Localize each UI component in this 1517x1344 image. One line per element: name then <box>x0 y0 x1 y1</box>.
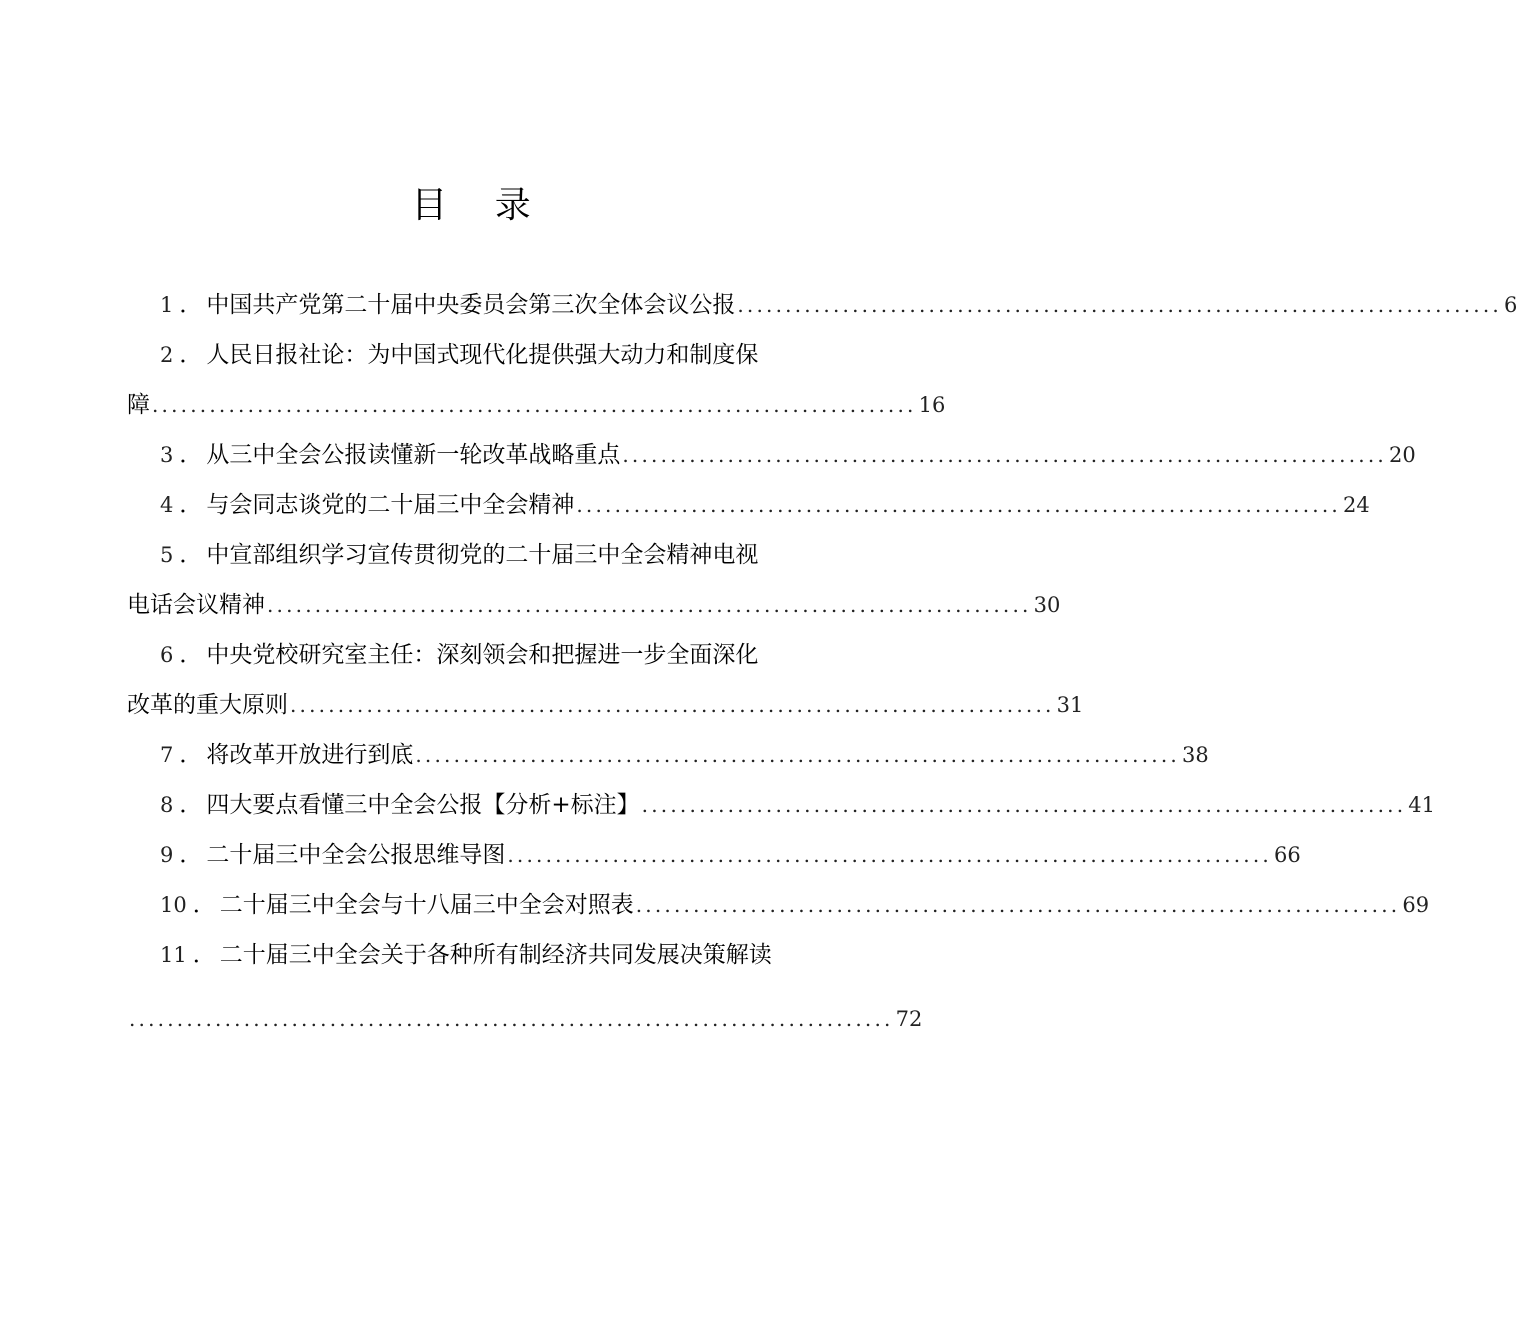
entry-page-number: 72 <box>895 1007 923 1031</box>
entry-separator: ． <box>179 792 203 818</box>
toc-entry-3[interactable] <box>127 430 1416 480</box>
entry-page-number: 24 <box>1342 493 1370 517</box>
entry-title-continued: 电话会议精神 <box>127 592 265 618</box>
toc-entry-9[interactable] <box>127 830 1301 880</box>
entry-page-number: 38 <box>1181 743 1209 767</box>
dot-leader: ................................................................................ <box>507 843 1272 867</box>
entry-number: 9 <box>160 843 174 867</box>
entry-number: 11 <box>160 943 187 967</box>
entry-separator: ． <box>179 292 203 318</box>
entry-page-number: 66 <box>1273 843 1301 867</box>
toc-entry-11[interactable] <box>127 930 923 1044</box>
toc-entry-2[interactable] <box>127 330 946 430</box>
entry-separator: ． <box>179 492 203 518</box>
entry-page-number: 31 <box>1056 693 1084 717</box>
entry-title: 中国共产党第二十届中央委员会第三次全体会议公报 <box>206 292 736 318</box>
entry-title: 二十届三中全会公报思维导图 <box>206 842 506 868</box>
entry-separator: ． <box>179 842 203 868</box>
entry-page-number: 41 <box>1408 793 1435 817</box>
toc-entry-7[interactable] <box>127 730 1209 780</box>
entry-separator: ． <box>192 892 216 918</box>
entry-number: 1 <box>160 293 174 317</box>
entry-title: 二十届三中全会关于各种所有制经济共同发展决策解读 <box>219 942 772 968</box>
entry-title: 二十届三中全会与十八届三中全会对照表 <box>219 892 634 918</box>
entry-page-number: 20 <box>1388 443 1416 467</box>
dot-leader: ................................................................................ <box>267 593 1032 617</box>
entry-separator: ． <box>179 642 203 668</box>
dot-leader: ................................................................................ <box>576 493 1341 517</box>
toc-entry-10[interactable] <box>127 880 1430 930</box>
entry-title-continued: 改革的重大原则 <box>127 692 288 718</box>
entry-title: 人民日报社论：为中国式现代化提供强大动力和制度保 <box>206 342 759 368</box>
dot-leader: ................................................................................ <box>290 693 1055 717</box>
entry-number: 6 <box>160 643 174 667</box>
entry-number: 5 <box>160 543 174 567</box>
entry-number: 7 <box>160 743 174 767</box>
entry-title: 四大要点看懂三中全会公报【分析+标注】 <box>206 792 640 818</box>
dot-leader: ................................................................................ <box>415 743 1180 767</box>
entry-title: 将改革开放进行到底 <box>206 742 414 768</box>
table-of-contents <box>127 280 1517 1044</box>
entry-title-continued: 障 <box>127 392 150 418</box>
dot-leader: ................................................................................ <box>129 1007 894 1031</box>
toc-entry-4[interactable] <box>127 480 1370 530</box>
entry-title: 中央党校研究室主任：深刻领会和把握进一步全面深化 <box>206 642 759 668</box>
entry-title: 中宣部组织学习宣传贯彻党的二十届三中全会精神电视 <box>206 542 759 568</box>
entry-page-number: 69 <box>1402 893 1430 917</box>
dot-leader: ................................................................................ <box>737 293 1502 317</box>
entry-page-number: 30 <box>1033 593 1061 617</box>
entry-number: 4 <box>160 493 174 517</box>
dot-leader: ................................................................................ <box>152 393 917 417</box>
entry-separator: ． <box>179 742 203 768</box>
toc-title: 目 录 <box>411 185 549 226</box>
entry-title: 与会同志谈党的二十届三中全会精神 <box>206 492 575 518</box>
entry-number: 2 <box>160 343 174 367</box>
toc-entry-5[interactable] <box>127 530 1061 630</box>
entry-separator: ． <box>179 542 203 568</box>
dot-leader: ................................................................................ <box>622 443 1387 467</box>
dot-leader: ................................................................................ <box>641 793 1407 817</box>
entry-page-number: 16 <box>918 393 946 417</box>
toc-entry-1[interactable] <box>127 280 1517 330</box>
entry-separator: ． <box>179 442 203 468</box>
entry-separator: ． <box>179 342 203 368</box>
toc-entry-8[interactable] <box>127 780 1435 830</box>
entry-number: 10 <box>160 893 187 917</box>
entry-page-number: 6 <box>1503 293 1517 317</box>
entry-separator: ． <box>192 942 216 968</box>
entry-number: 8 <box>160 793 174 817</box>
toc-entry-6[interactable] <box>127 630 1084 730</box>
entry-title: 从三中全会公报读懂新一轮改革战略重点 <box>206 442 621 468</box>
entry-number: 3 <box>160 443 174 467</box>
dot-leader: ................................................................................ <box>635 893 1401 917</box>
